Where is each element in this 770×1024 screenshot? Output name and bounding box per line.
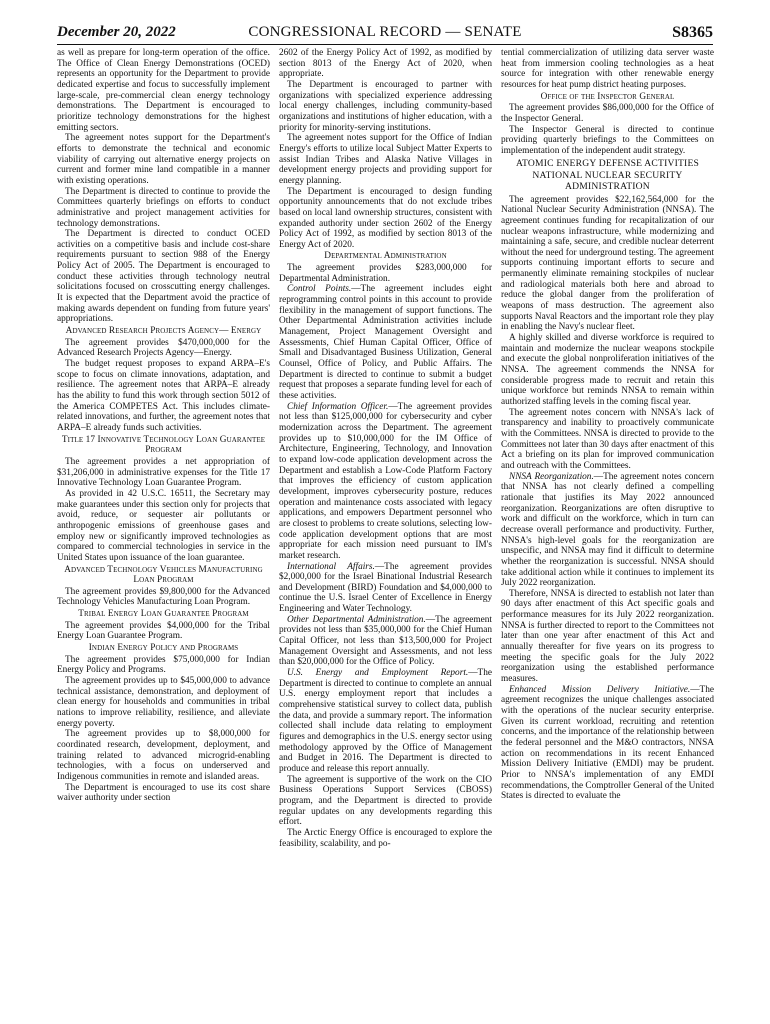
paragraph-body: —The agreement recognizes the unique challenges associated with the operations of the nuclear security enterprise. Given its current workload, recruiting and retention concerns, and the importance of the relationship between the federal personnel and the M&O contractors, NNSA action on recommendations in its recent Enhanced Mission Delivery Initiative (EMDI) may be prudent. Prior to NNSA's implementation of any EMDI recommendations, the Comptroller General of the United States is directed to evaluate the bbox=[501, 684, 714, 802]
paragraph: The agreement is supportive of the work on the CIO Business Operations Support Services (CBOSS) program, and the Department is directed to provide regular updates on any developments regarding this effort. bbox=[279, 774, 492, 828]
paragraph: The agreement notes support for the Department's efforts to demonstrate the technical and economic viability of carrying out alternative energy projects on current and former mine land compatible in a manner with existing operations. bbox=[57, 133, 270, 186]
paragraph: Therefore, NNSA is directed to establish not later than 90 days after enactment of this Act specific goals and performance measures for its July 2022 reorganization. NNSA is further directed to report to the Committees not later than one year after enactment of this Act and annually thereafter for five years on its progress to meeting the specific goals for the July 2022 reorganization using the established performance measures. bbox=[501, 588, 714, 685]
section-heading: Tribal Energy Loan Guarantee Program bbox=[78, 609, 249, 620]
paragraph: The agreement provides $4,000,000 for the Tribal Energy Loan Guarantee Program. bbox=[57, 620, 270, 642]
paragraph bbox=[501, 472, 714, 589]
paragraph: A highly skilled and diverse workforce is required to maintain and modernize the nuclear weapons stockpile and execute the global nonproliferation initiatives of the NNSA. The agreement commends the NNSA for considerable progress made to recruit and retain this unique workforce but reminds NNSA to remain within authorized staffing levels in the coming fiscal year. bbox=[501, 333, 714, 407]
paragraph: The agreement provides $9,800,000 for the Advanced Technology Vehicles Manufacturing Loan Program. bbox=[57, 586, 270, 608]
paragraph-lead: Chief Information Officer. bbox=[287, 401, 389, 412]
paragraph-lead: International Affairs. bbox=[287, 561, 375, 572]
paragraph: tential commercialization of utilizing data server waste heat from immersion cooling technologies as a heat source for integration with other renewable energy resources for heat pump district heating purposes. bbox=[501, 48, 714, 90]
paragraph-body: —The agreement provides not less than $35,000,000 for the Chief Human Capital Officer, not less than $13,500,000 for Project Management Oversight and Assessments, and not less than $20,000,000 for the Office of Policy. bbox=[279, 614, 492, 668]
section-heading: Office of the Inspector General bbox=[540, 91, 675, 102]
paragraph: The budget request proposes to expand ARPA–E's scope to focus on climate innovations, adaptation, and resilience. The agreement notes that ARPA–E already has the ability to fund this work through section 5012 of the America COMPETES Act. This includes climate-related innovations, and further, the agreement notes that ARPA–E already funds such activities. bbox=[57, 359, 270, 433]
section-heading: Advanced Research Projects Agency— Energy bbox=[65, 326, 262, 337]
text-column-3 bbox=[501, 48, 714, 802]
header-title: CONGRESSIONAL RECORD — SENATE bbox=[248, 24, 522, 40]
paragraph-lead: U.S. Energy and Employment Report. bbox=[287, 668, 469, 679]
paragraph bbox=[279, 402, 492, 562]
paragraph: The agreement provides $86,000,000 for the Office of the Inspector General. bbox=[501, 103, 714, 124]
paragraph-lead: Enhanced Mission Delivery Initiative. bbox=[509, 684, 691, 695]
paragraph: The Department is directed to conduct OCED activities on a competitive basis and include cost-share requirements pursuant to section 988 of the Energy Policy Act of 2005. The Department is encouraged to conduct these activities through technology neutral solicitations focused on crosscutting energy challenges. It is expected that the Department avoid the practice of making awards dependent on funding from future years' appropriations. bbox=[57, 229, 270, 325]
paragraph-lead: NNSA Reorganization. bbox=[509, 471, 594, 482]
paragraph bbox=[279, 615, 492, 668]
paragraph bbox=[279, 562, 492, 615]
section-heading: Indian Energy Policy and Programs bbox=[88, 643, 239, 654]
header-rule bbox=[57, 44, 713, 45]
paragraph: The agreement provides $470,000,000 for the Advanced Research Projects Agency—Energy. bbox=[57, 337, 270, 359]
section-heading: Departmental Administration bbox=[324, 251, 447, 262]
section-heading: Title 17 Innovative Technology Loan Guarantee Program bbox=[61, 434, 266, 456]
paragraph: The agreement provides up to $8,000,000 for coordinated research, development, deployment, and training related to advanced microgrid-enabling technologies, with a focus on underserved and Indigenous communities in remote and islanded areas. bbox=[57, 729, 270, 782]
paragraph: The agreement provides $22,162,564,000 for the National Nuclear Security Administration (NNSA). The agreement continues funding for recapitalization of our nuclear weapons infrastructure, while modernizing and maintaining a safe, secure, and credible nuclear deterrent without the need for underground testing. The agreement supports continuing important efforts to secure and permanently eliminate remaining stockpiles of nuclear and radiological materials both here and abroad to reduce the global danger from the proliferation of weapons of mass destruction. The agreement also supports Naval Reactors and the important role they play in enabling the Navy's nuclear fleet. bbox=[501, 194, 714, 333]
paragraph bbox=[279, 284, 492, 401]
paragraph: The Department is encouraged to partner with organizations with specialized experience addressing local energy challenges, including community-based organizations and institutions of higher education, with a priority for minority-serving institutions. bbox=[279, 79, 492, 133]
paragraph-body: —The agreement provides not less than $125,000,000 for cybersecurity and cyber modernization across the Department. The agreement provides up to $10,000,000 for the IM Office of Architecture, Engineering, Technology, and Innovation to expand low-code application development across the Department and establish a Low-Code Platform Factory that improves the efficiency of custom application development, improves cybersecurity posture, reduces operation and maintenance costs associated with legacy applications, and empowers Department personnel who are closest to problems to create solutions, selecting low-code application development options that are most appropriate for each mission need pursuant to IM's market research. bbox=[279, 401, 492, 561]
paragraph: As provided in 42 U.S.C. 16511, the Secretary may make guarantees under this section only for projects that avoid, reduce, or sequester air pollutants or anthropogenic emissions of greenhouse gases and employ new or significantly improved technologies as compared to commercial technologies in service in the United States upon issuance of the loan guarantee. bbox=[57, 488, 270, 563]
text-column-2 bbox=[279, 48, 492, 849]
paragraph: as well as prepare for long-term operation of the office. The Office of Clean Energy Demonstrations (OCED) represents an opportunity for the Department to provide dedicated expertise and focus to successfully implement large-scale, pre-commercial clean energy technology demonstrations. The Department is encouraged to prioritize technology demonstrations for the highest emitting sectors. bbox=[57, 48, 270, 133]
paragraph: The Department is encouraged to use its cost share waiver authority under section bbox=[57, 782, 270, 804]
paragraph bbox=[279, 668, 492, 775]
text-column-1 bbox=[57, 48, 270, 804]
paragraph: 2602 of the Energy Policy Act of 1992, as modified by section 8013 of the Energy Act of 2020, when appropriate. bbox=[279, 48, 492, 80]
section-heading: Advanced Technology Vehicles Manufacturing Loan Program bbox=[64, 564, 263, 586]
paragraph: The agreement provides up to $45,000,000 to advance technical assistance, demonstration, and deployment of clean energy for households and communities in tribal nations to improve reliability, resilience, and alleviate energy poverty. bbox=[57, 676, 270, 729]
paragraph: The Inspector General is directed to continue providing quarterly briefings to the Committees on implementation of the independent audit strategy. bbox=[501, 124, 714, 156]
paragraph-body: —The Department is directed to continue to complete an annual U.S. energy employment report that includes a comprehensive statistical survey to collect data, publish the data, and provide a summary report. The information collected shall include data relating to employment figures and demographics in the U.S. energy sector using methodology approved by the Office of Management and Budget in 2016. The Department is directed to produce and release this report annually. bbox=[279, 668, 492, 774]
header-date: December 20, 2022 bbox=[57, 24, 176, 40]
paragraph-body: —The agreement notes concern that NNSA has not clearly defined a compelling rationale that justifies its May 2022 announced reorganization. Reorganizations are often disruptive to work and difficult on the workforce, which in turn can decrease overall performance and productivity. Further, NNSA's high-level goals for the reorganization are unspecific, and NNSA may find it difficult to determine whether the reorganization is successful. NNSA should take additional action while it continues to implement its July 2022 reorganization. bbox=[501, 471, 714, 589]
paragraph: The agreement provides a net appropriation of $31,206,000 in administrative expenses for the Title 17 Innovative Technology Loan Guarantee Program. bbox=[57, 456, 270, 489]
paragraph: The agreement provides $75,000,000 for Indian Energy Policy and Programs. bbox=[57, 654, 270, 676]
header-page-number: S8365 bbox=[672, 24, 713, 41]
paragraph-lead: Control Points. bbox=[287, 284, 352, 295]
title-heading: NATIONAL NUCLEAR SECURITY ADMINISTRATION bbox=[532, 170, 683, 192]
paragraph: The Department is encouraged to design funding opportunity announcements that do not exclude tribes based on local land ownership structures, consistent with expanded authority under section 2602 of the Energy Policy Act of 1992, as modified by section 8013 of the Energy Act of 2020. bbox=[279, 186, 492, 250]
paragraph-body: —The agreement provides $2,000,000 for the Israel Binational Industrial Research and Development (BIRD) Foundation and $4,000,000 to continue the U.S. Israel Center of Excellence in Energy Engineering and Water Technology. bbox=[279, 561, 492, 615]
paragraph: The agreement provides $283,000,000 for Departmental Administration. bbox=[279, 263, 492, 284]
paragraph: The agreement notes concern with NNSA's lack of transparency and inability to proactively communicate with the Committees. NNSA is directed to provide to the Committees not later than 30 days after enactment of this Act a briefing on its plan for improved communication and outreach with the Committees. bbox=[501, 407, 714, 471]
paragraph-body: —The agreement includes eight reprogramming control points in this account to provide flexibility in the management of support functions. The Other Departmental Administration activities include Management, Project Management Oversight and Assessments, Chief Human Capital Officer, Office of Small and Disadvantaged Business Utilization, General Counsel, Office of Policy, and Public Affairs. The Department is directed to continue to submit a budget request that proposes a separate funding level for each of these activities. bbox=[279, 284, 492, 401]
paragraph: The Arctic Energy Office is encouraged to explore the feasibility, scalability, and po- bbox=[279, 827, 492, 849]
title-heading: ATOMIC ENERGY DEFENSE ACTIVITIES bbox=[515, 157, 700, 169]
paragraph: The Department is directed to continue to provide the Committees quarterly briefings on efforts to conduct administrative and project management activities for technology demonstrations. bbox=[57, 186, 270, 229]
paragraph bbox=[501, 685, 714, 802]
paragraph: The agreement notes support for the Office of Indian Energy's efforts to utilize local Subject Matter Experts to assist Indian Tribes and Alaska Native Villages in development energy projects and providing support for energy planning. bbox=[279, 133, 492, 186]
paragraph-lead: Other Departmental Administration. bbox=[287, 614, 426, 625]
